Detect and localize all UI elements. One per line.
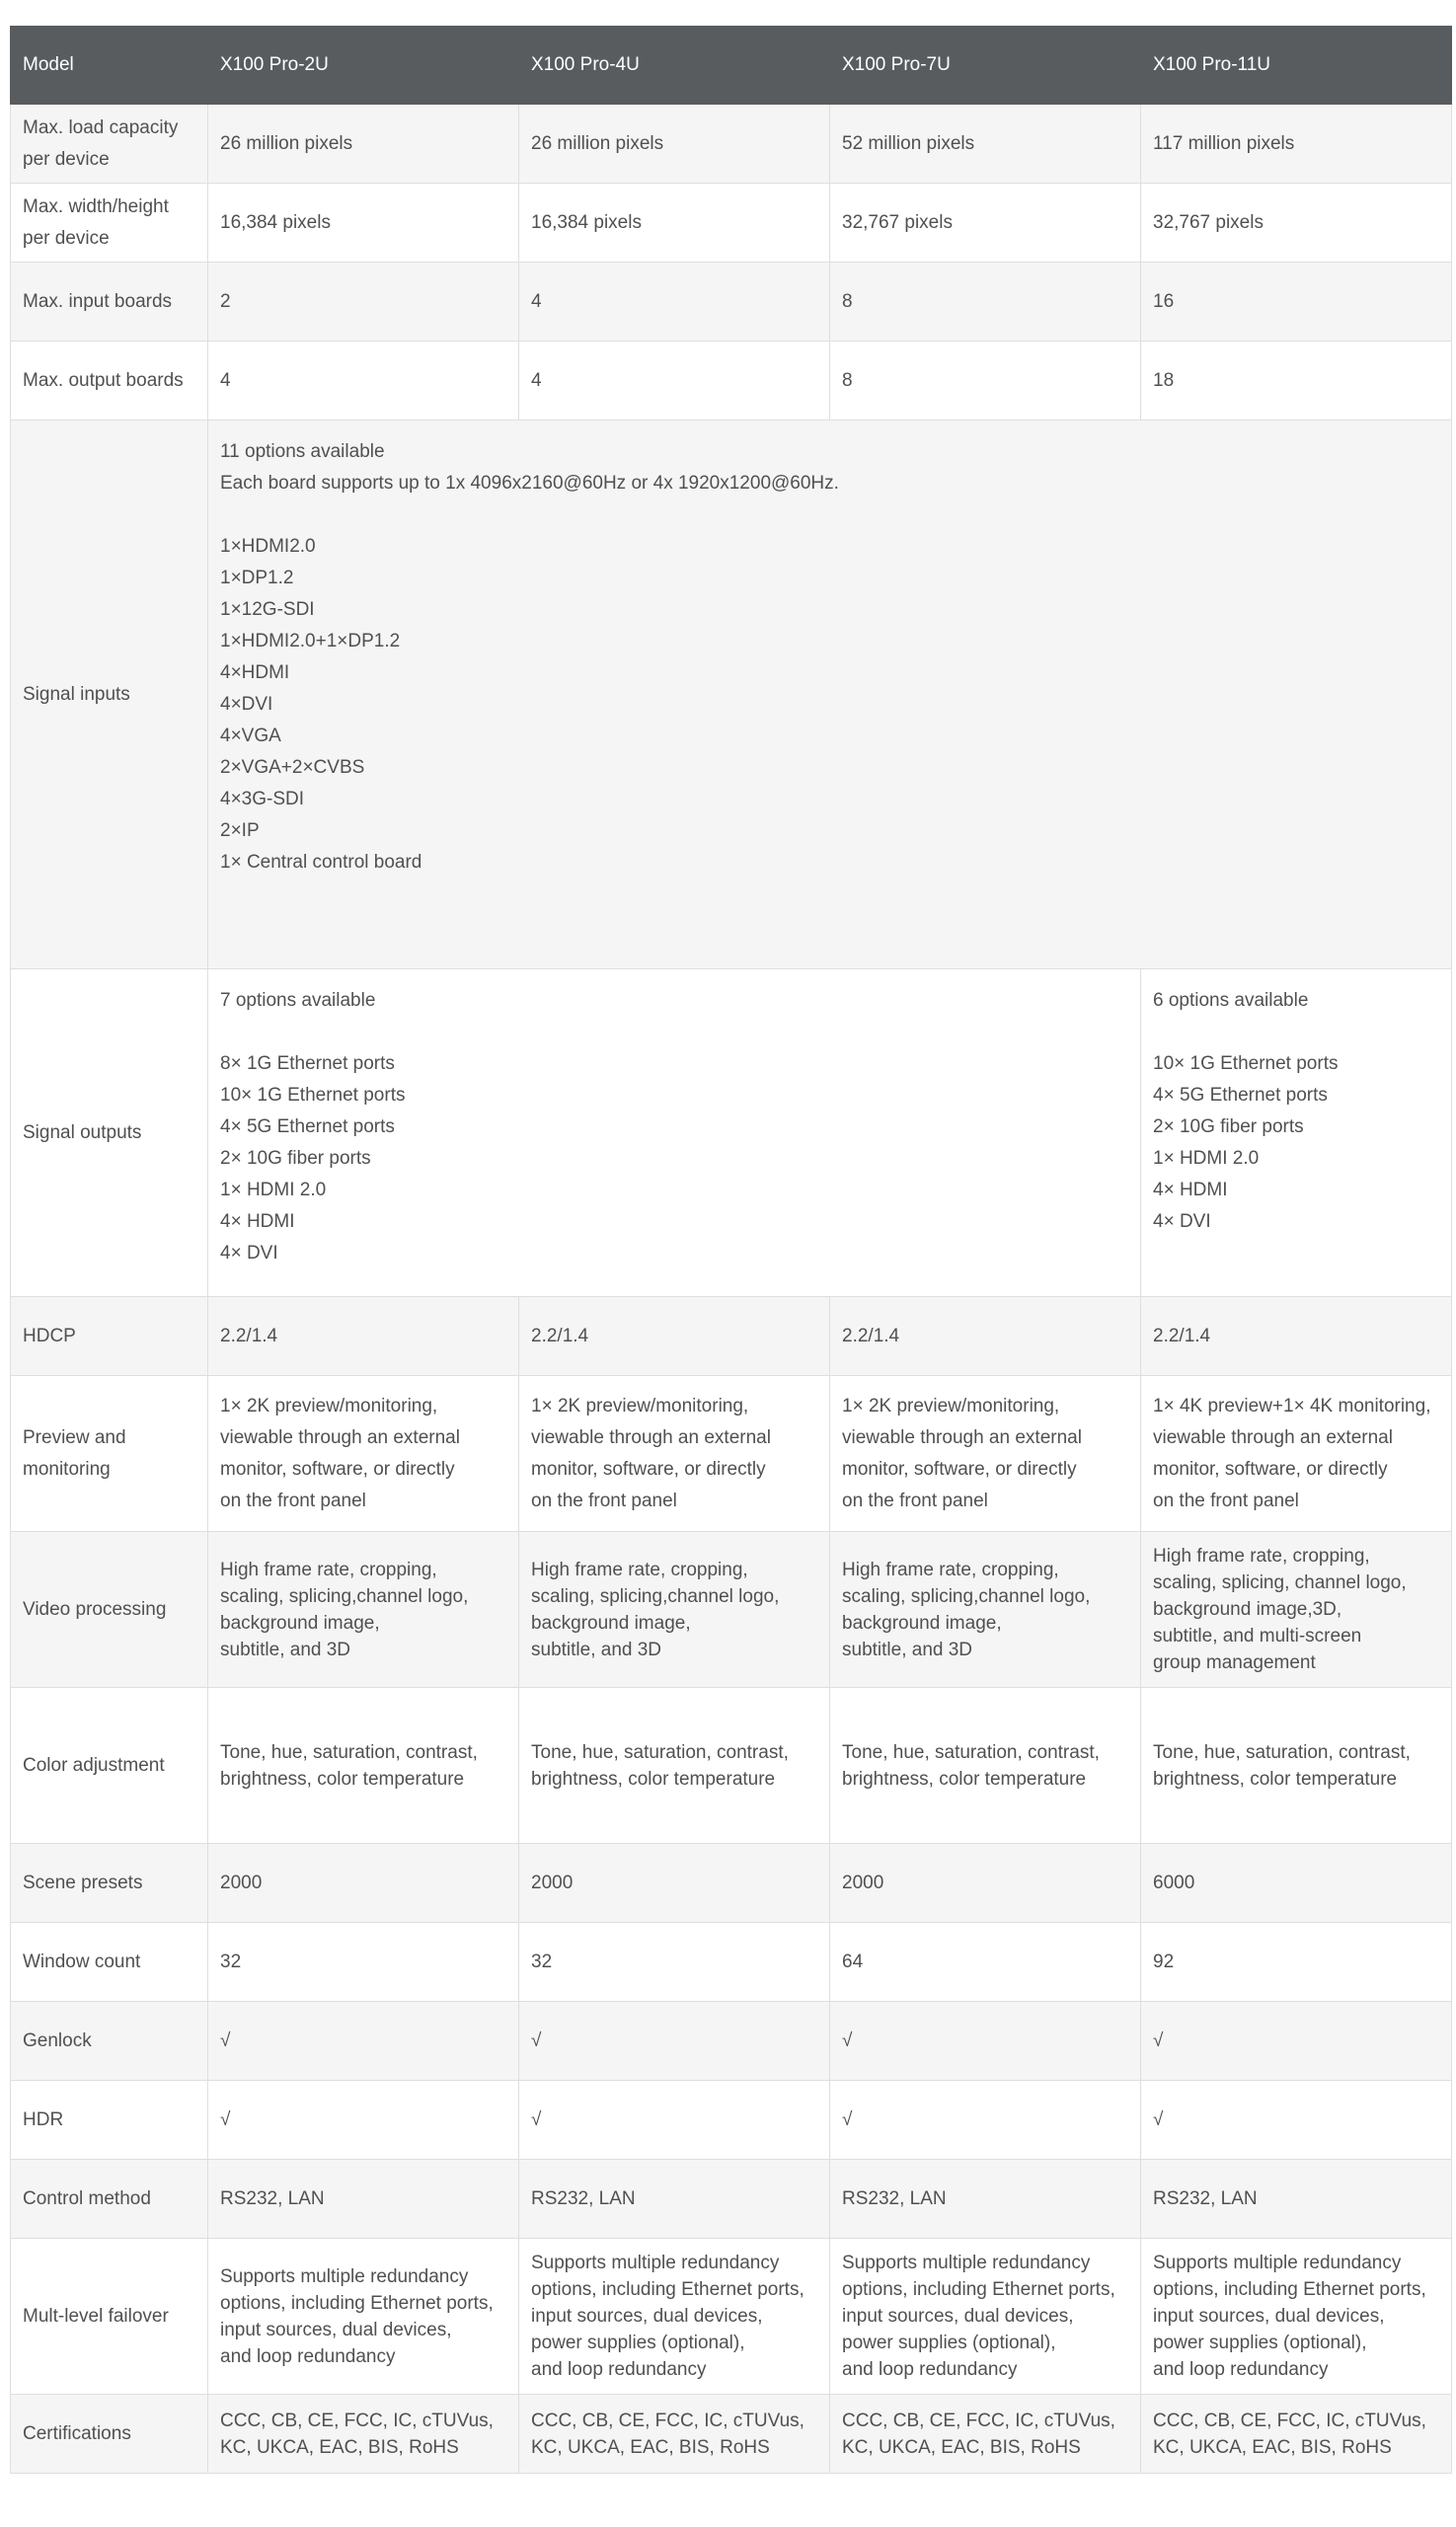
row-label: Video processing: [11, 1532, 208, 1688]
cell-value: Supports multiple redundancy options, including Ethernet ports, input sources, dual devices, and loop redundancy: [208, 2239, 519, 2395]
row-label: Signal outputs: [11, 969, 208, 1297]
check-mark: √: [208, 2081, 519, 2160]
header-x100-pro-7u: X100 Pro-7U: [830, 27, 1141, 105]
cell-value: 26 million pixels: [519, 105, 830, 184]
row-video-processing: [11, 1532, 1452, 1688]
row-label: HDR: [11, 2081, 208, 2160]
header-x100-pro-4u: X100 Pro-4U: [519, 27, 830, 105]
cell-value: High frame rate, cropping, scaling, splicing, channel logo, background image,3D, subtitle, and multi-screen group management: [1141, 1532, 1452, 1688]
cell-value: 32: [519, 1923, 830, 2002]
cell-value: 18: [1141, 342, 1452, 421]
cell-value: High frame rate, cropping, scaling, splicing,channel logo, background image, subtitle, and 3D: [208, 1532, 519, 1688]
header-x100-pro-11u: X100 Pro-11U: [1141, 27, 1452, 105]
cell-value: 2000: [208, 1844, 519, 1923]
cell-value: RS232, LAN: [519, 2160, 830, 2239]
cell-value: 92: [1141, 1923, 1452, 2002]
row-label: Signal inputs: [11, 421, 208, 969]
header-model: Model: [11, 27, 208, 105]
signal-outputs-list-11u: 6 options available 10× 1G Ethernet ports 4× 5G Ethernet ports 2× 10G fiber ports 1× HDMI 2.0 4× HDMI 4× DVI: [1141, 969, 1452, 1297]
row-signal-inputs: [11, 421, 1452, 969]
cell-value: High frame rate, cropping, scaling, splicing,channel logo, background image, subtitle, and 3D: [830, 1532, 1141, 1688]
cell-value: 117 million pixels: [1141, 105, 1452, 184]
row-label: HDCP: [11, 1297, 208, 1376]
row-label: Genlock: [11, 2002, 208, 2081]
cell-value: 4: [519, 342, 830, 421]
check-mark: √: [830, 2002, 1141, 2081]
cell-value: Supports multiple redundancy options, including Ethernet ports, input sources, dual devices, power supplies (optional), and loop redundancy: [519, 2239, 830, 2395]
cell-value: RS232, LAN: [208, 2160, 519, 2239]
cell-value: 26 million pixels: [208, 105, 519, 184]
cell-value: 52 million pixels: [830, 105, 1141, 184]
cell-value: 64: [830, 1923, 1141, 2002]
cell-value: 8: [830, 263, 1141, 342]
cell-value: 2000: [830, 1844, 1141, 1923]
cell-value: 1× 2K preview/monitoring, viewable through an external monitor, software, or directly on the front panel: [208, 1376, 519, 1532]
row-label: Window count: [11, 1923, 208, 2002]
check-mark: √: [1141, 2002, 1452, 2081]
row-max-output-boards: [11, 342, 1452, 421]
cell-value: Tone, hue, saturation, contrast, brightness, color temperature: [519, 1688, 830, 1844]
check-mark: √: [830, 2081, 1141, 2160]
check-mark: √: [1141, 2081, 1452, 2160]
cell-value: Tone, hue, saturation, contrast, brightness, color temperature: [830, 1688, 1141, 1844]
row-label: Max. output boards: [11, 342, 208, 421]
signal-inputs-list: 11 options available Each board supports up to 1x 4096x2160@60Hz or 4x 1920x1200@60Hz. 1×HDMI2.0 1×DP1.2 1×12G-SDI 1×HDMI2.0+1×DP1.2 4×HDMI 4×DVI 4×VGA 2×VGA+2×CVBS 4×3G-SDI 2×IP 1× Central control board: [208, 421, 1452, 969]
cell-value: 16,384 pixels: [208, 184, 519, 263]
cell-value: 16,384 pixels: [519, 184, 830, 263]
cell-value: 4: [519, 263, 830, 342]
cell-value: High frame rate, cropping, scaling, splicing,channel logo, background image, subtitle, and 3D: [519, 1532, 830, 1688]
signal-outputs-list-2u-7u: 7 options available 8× 1G Ethernet ports 10× 1G Ethernet ports 4× 5G Ethernet ports 2× 10G fiber ports 1× HDMI 2.0 4× HDMI 4× DVI: [208, 969, 1141, 1297]
cell-value: 6000: [1141, 1844, 1452, 1923]
row-label: Mult-level failover: [11, 2239, 208, 2395]
check-mark: √: [208, 2002, 519, 2081]
row-multi-level-failover: [11, 2239, 1452, 2395]
row-max-input-boards: [11, 263, 1452, 342]
cell-value: RS232, LAN: [1141, 2160, 1452, 2239]
row-label: Max. load capacity per device: [11, 105, 208, 184]
cell-value: 2.2/1.4: [208, 1297, 519, 1376]
row-label: Max. width/height per device: [11, 184, 208, 263]
row-hdcp: [11, 1297, 1452, 1376]
cell-value: CCC, CB, CE, FCC, IC, cTUVus, KC, UKCA, EAC, BIS, RoHS: [830, 2395, 1141, 2474]
cell-value: Tone, hue, saturation, contrast, brightness, color temperature: [208, 1688, 519, 1844]
row-scene-presets: [11, 1844, 1452, 1923]
cell-value: 8: [830, 342, 1141, 421]
cell-value: 1× 2K preview/monitoring, viewable through an external monitor, software, or directly on the front panel: [830, 1376, 1141, 1532]
check-mark: √: [519, 2081, 830, 2160]
row-hdr: [11, 2081, 1452, 2160]
cell-value: CCC, CB, CE, FCC, IC, cTUVus, KC, UKCA, EAC, BIS, RoHS: [519, 2395, 830, 2474]
cell-value: Supports multiple redundancy options, including Ethernet ports, input sources, dual devices, power supplies (optional), and loop redundancy: [1141, 2239, 1452, 2395]
cell-value: 2: [208, 263, 519, 342]
cell-value: 16: [1141, 263, 1452, 342]
row-label: Control method: [11, 2160, 208, 2239]
cell-value: 2.2/1.4: [519, 1297, 830, 1376]
row-max-width-height: [11, 184, 1452, 263]
row-genlock: [11, 2002, 1452, 2081]
cell-value: 1× 4K preview+1× 4K monitoring, viewable through an external monitor, software, or directly on the front panel: [1141, 1376, 1452, 1532]
row-color-adjustment: [11, 1688, 1452, 1844]
row-label: Preview and monitoring: [11, 1376, 208, 1532]
cell-value: Supports multiple redundancy options, including Ethernet ports, input sources, dual devices, power supplies (optional), and loop redundancy: [830, 2239, 1141, 2395]
row-label: Scene presets: [11, 1844, 208, 1923]
cell-value: 32,767 pixels: [830, 184, 1141, 263]
header-x100-pro-2u: X100 Pro-2U: [208, 27, 519, 105]
spec-table: [10, 26, 1452, 2474]
row-label: Max. input boards: [11, 263, 208, 342]
row-window-count: [11, 1923, 1452, 2002]
cell-value: 2000: [519, 1844, 830, 1923]
cell-value: CCC, CB, CE, FCC, IC, cTUVus, KC, UKCA, EAC, BIS, RoHS: [1141, 2395, 1452, 2474]
row-load-capacity: [11, 105, 1452, 184]
row-preview-monitoring: [11, 1376, 1452, 1532]
row-label: Color adjustment: [11, 1688, 208, 1844]
cell-value: RS232, LAN: [830, 2160, 1141, 2239]
cell-value: Tone, hue, saturation, contrast, brightness, color temperature: [1141, 1688, 1452, 1844]
cell-value: 32,767 pixels: [1141, 184, 1452, 263]
cell-value: 32: [208, 1923, 519, 2002]
cell-value: CCC, CB, CE, FCC, IC, cTUVus, KC, UKCA, EAC, BIS, RoHS: [208, 2395, 519, 2474]
row-label: Certifications: [11, 2395, 208, 2474]
row-certifications: [11, 2395, 1452, 2474]
cell-value: 4: [208, 342, 519, 421]
row-control-method: [11, 2160, 1452, 2239]
cell-value: 2.2/1.4: [830, 1297, 1141, 1376]
cell-value: 1× 2K preview/monitoring, viewable through an external monitor, software, or directly on the front panel: [519, 1376, 830, 1532]
header-row: [11, 27, 1452, 105]
cell-value: 2.2/1.4: [1141, 1297, 1452, 1376]
row-signal-outputs: [11, 969, 1452, 1297]
check-mark: √: [519, 2002, 830, 2081]
